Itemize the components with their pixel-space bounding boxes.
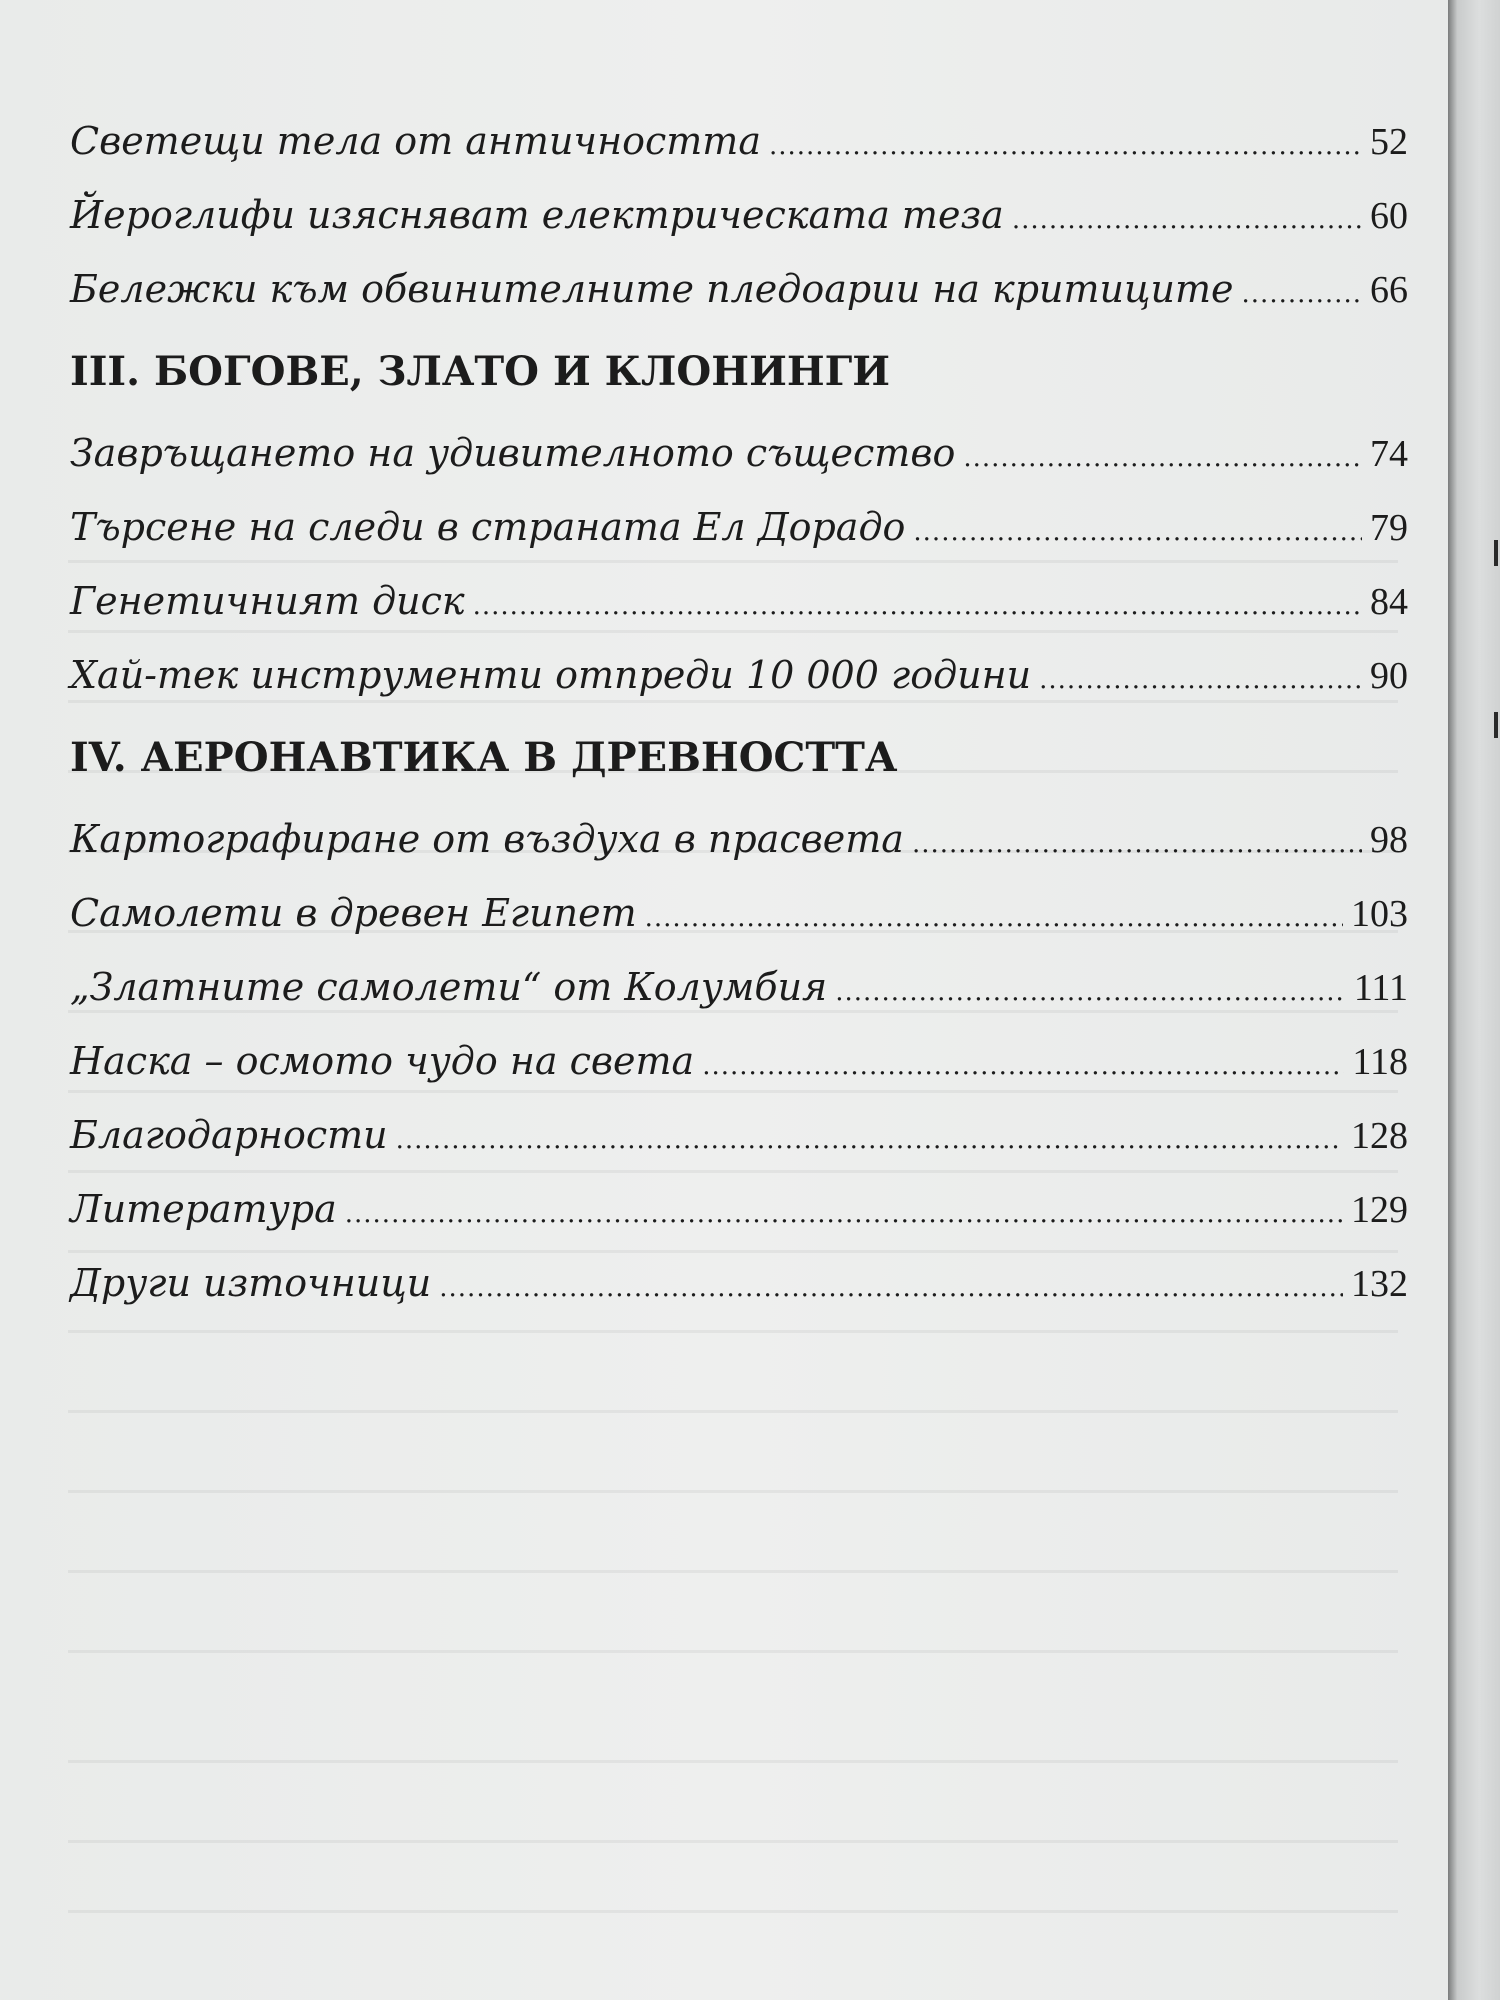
toc-entry-page: 74	[1370, 433, 1408, 475]
toc-entry	[70, 1024, 1408, 1098]
toc-leader-dots	[913, 495, 1362, 569]
toc-entry-page: 60	[1370, 195, 1408, 237]
toc-entry	[70, 950, 1408, 1024]
toc-entry	[70, 638, 1408, 712]
toc-entry-page: 98	[1370, 819, 1408, 861]
toc-leader-dots	[702, 1029, 1344, 1103]
toc-entry-page: 118	[1352, 1041, 1408, 1083]
toc-entry-title: Картографиране от въздуха в прасвета	[70, 817, 904, 861]
toc-leader-dots	[439, 1251, 1343, 1325]
toc-entry-title: Завръщането на удивителното същество	[70, 431, 956, 475]
toc-entry-title: Бележки към обвинителните пледоарии на критиците	[70, 267, 1234, 311]
toc-entry-page: 79	[1370, 507, 1408, 549]
toc-entry	[70, 876, 1408, 950]
toc-entry-title: Хай-тек инструменти отпреди 10 000 години	[70, 653, 1032, 697]
toc-entry-title: Светещи тела от античността	[70, 119, 761, 163]
toc-entry	[70, 490, 1408, 564]
section-heading-3: III. БОГОВЕ, ЗЛАТО И КЛОНИНГИ	[70, 348, 891, 395]
section-heading-4: IV. АЕРОНАВТИКА В ДРЕВНОСТТА	[70, 734, 898, 781]
toc-leader-dots	[835, 955, 1346, 1029]
toc-entry	[70, 178, 1408, 252]
toc-leader-dots	[769, 109, 1362, 183]
toc-leader-dots	[645, 881, 1343, 955]
toc-entry	[70, 802, 1408, 876]
toc-entry-page: 103	[1351, 893, 1408, 935]
toc-entry	[70, 416, 1408, 490]
table-of-contents	[70, 104, 1408, 1320]
toc-entry	[70, 252, 1408, 326]
toc-entry-title: Самолети в древен Египет	[70, 891, 637, 935]
toc-entry-page: 66	[1370, 269, 1408, 311]
toc-entry-title: „Златните самолети“ от Колумбия	[70, 965, 828, 1009]
toc-leader-dots	[396, 1103, 1343, 1177]
toc-entry	[70, 1246, 1408, 1320]
toc-leader-dots	[1012, 183, 1362, 257]
toc-leader-dots	[1039, 643, 1362, 717]
toc-entry-page: 90	[1370, 655, 1408, 697]
toc-entry-title: Литература	[70, 1187, 337, 1231]
toc-entry-page: 132	[1351, 1263, 1408, 1305]
toc-leader-dots	[912, 807, 1362, 881]
toc-entry-title: Наска – осмото чудо на света	[70, 1039, 695, 1083]
book-spine-edge	[1448, 0, 1500, 2000]
toc-entry	[70, 1172, 1408, 1246]
toc-entry	[70, 104, 1408, 178]
toc-entry-page: 128	[1351, 1115, 1408, 1157]
toc-leader-dots	[473, 569, 1362, 643]
toc-leader-dots	[963, 421, 1362, 495]
toc-entry-title: Благодарности	[70, 1113, 388, 1157]
toc-leader-dots	[1242, 257, 1362, 331]
toc-entry	[70, 1098, 1408, 1172]
toc-entry-page: 84	[1370, 581, 1408, 623]
toc-entry	[70, 564, 1408, 638]
toc-entry-title: Други източници	[70, 1261, 432, 1305]
toc-entry-page: 129	[1351, 1189, 1408, 1231]
toc-leader-dots	[345, 1177, 1343, 1251]
toc-entry-title: Търсене на следи в страната Ел Дорадо	[70, 505, 906, 549]
toc-entry-title: Йероглифи изясняват електрическата теза	[70, 193, 1004, 237]
spine-mark	[1494, 712, 1498, 738]
toc-entry-page: 52	[1370, 121, 1408, 163]
toc-entry-title: Генетичният диск	[70, 579, 465, 623]
spine-mark	[1494, 540, 1498, 566]
toc-entry-page: 111	[1353, 967, 1408, 1009]
